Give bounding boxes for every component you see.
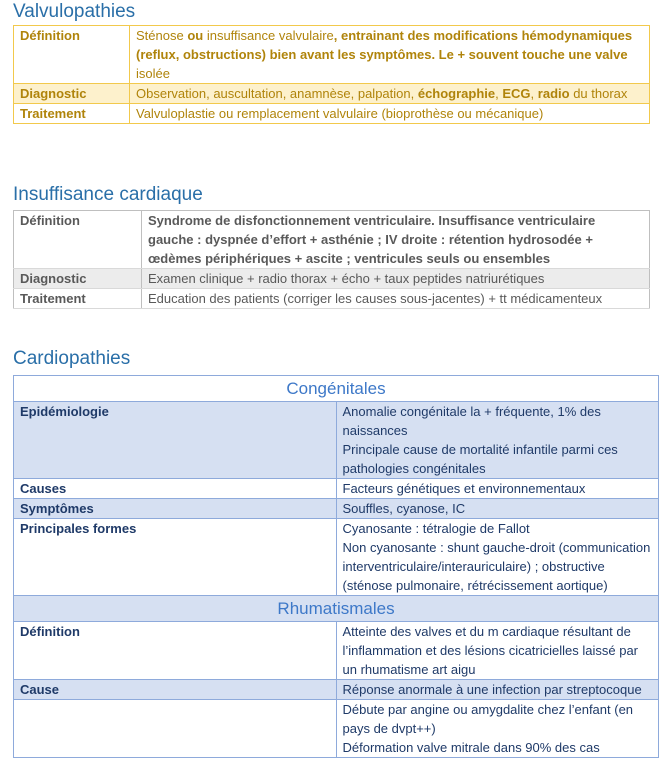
- symptomes-label: Symptômes: [14, 499, 337, 519]
- traitement-cell: Valvuloplastie ou remplacement valvulaire (bioprothèse ou mécanique): [130, 104, 650, 124]
- diagnostic-part: radio: [537, 86, 570, 101]
- definition-part: Sténose: [136, 28, 188, 43]
- table-row: [14, 479, 659, 499]
- epidemiologie-line: Principale cause de mortalité infantile parmi ces pathologies congénitales: [342, 442, 618, 476]
- valvulopathies-title: Valvulopathies: [13, 1, 136, 22]
- formes-cell: [336, 519, 659, 596]
- extra-cell: [336, 700, 659, 758]
- table-row: [14, 499, 659, 519]
- extra-line: Débute par angine ou amygdalite chez l’enfant (en pays de dvpt++): [342, 702, 634, 736]
- definition-cell: [130, 26, 650, 84]
- symptomes-cell: Souffles, cyanose, IC: [336, 499, 659, 519]
- cause-label: Cause: [14, 680, 337, 700]
- valvulopathies-table: [13, 25, 650, 124]
- definition-part: , entrainant des modifications hémodynamiques (reflux, obstructions) bien avant les symptômes. Le + souvent touche une valve: [136, 28, 633, 62]
- definition-cell: Atteinte des valves et du m cardiaque résultant de l’inflammation et des lésions cicatricielles laissé par un rhumatisme art aigu: [336, 622, 659, 680]
- table-row: [14, 402, 659, 479]
- traitement-label: Traitement: [14, 289, 142, 309]
- table-row: [14, 519, 659, 596]
- definition-label: Définition: [14, 211, 142, 269]
- cause-cell: Réponse anormale à une infection par streptocoque: [336, 680, 659, 700]
- table-row: [14, 700, 659, 758]
- diagnostic-part: ,: [495, 86, 503, 101]
- insuffisance-title: Insuffisance cardiaque: [13, 184, 203, 205]
- definition-part: isolée: [136, 66, 170, 81]
- extra-line: Déformation valve mitrale dans 90% des cas: [342, 740, 600, 755]
- definition-label: Définition: [14, 622, 337, 680]
- table-row: [14, 622, 659, 680]
- table-row: [14, 289, 650, 309]
- section-header-row: [14, 596, 659, 622]
- diagnostic-label: Diagnostic: [14, 84, 130, 104]
- causes-label: Causes: [14, 479, 337, 499]
- insuffisance-table: [13, 210, 650, 309]
- definition-part: insuffisance valvulaire: [203, 28, 334, 43]
- diagnostic-part: échographie: [417, 86, 496, 101]
- formes-label: Principales formes: [14, 519, 337, 596]
- diagnostic-part: ECG: [502, 86, 531, 101]
- definition-cell: Syndrome de disfonctionnement ventriculaire. Insuffisance ventriculaire gauche : dyspnée d’effort + asthénie ; IV droite : rétention hydrosodée + œdèmes périphériques + ascite ; ventricules seuls ou ensembles: [142, 211, 650, 269]
- table-row: [14, 26, 650, 84]
- table-row: [14, 269, 650, 289]
- congenitales-heading: Congénitales: [14, 376, 659, 402]
- epidemiologie-label: Epidémiologie: [14, 402, 337, 479]
- diagnostic-part: du thorax: [569, 86, 628, 101]
- table-row: [14, 680, 659, 700]
- formes-line: Non cyanosante : shunt gauche-droit (communication interventriculaire/interauriculaire) ; obstructive (sténose pulmonaire, rétrécissement aortique): [342, 540, 651, 593]
- diagnostic-part: ,: [530, 86, 538, 101]
- section-header-row: [14, 376, 659, 402]
- table-row: [14, 104, 650, 124]
- diagnostic-cell: [130, 84, 650, 104]
- traitement-cell: Education des patients (corriger les causes sous-jacentes) + tt médicamenteux: [142, 289, 650, 309]
- definition-part: ou: [187, 28, 204, 43]
- table-row: [14, 84, 650, 104]
- diagnostic-label: Diagnostic: [14, 269, 142, 289]
- diagnostic-cell: Examen clinique + radio thorax + écho + taux peptides natriurétiques: [142, 269, 650, 289]
- table-row: [14, 211, 650, 269]
- diagnostic-part: Observation, auscultation, anamnèse, palpation,: [136, 86, 418, 101]
- traitement-label: Traitement: [14, 104, 130, 124]
- formes-line: Cyanosante : tétralogie de Fallot: [342, 521, 530, 536]
- causes-cell: Facteurs génétiques et environnementaux: [336, 479, 659, 499]
- rhumatismales-heading: Rhumatismales: [14, 596, 659, 622]
- definition-label: Définition: [14, 26, 130, 84]
- epidemiologie-line: Anomalie congénitale la + fréquente, 1% des naissances: [342, 404, 601, 438]
- epidemiologie-cell: [336, 402, 659, 479]
- empty-label: [14, 700, 337, 758]
- cardiopathies-title: Cardiopathies: [13, 348, 131, 369]
